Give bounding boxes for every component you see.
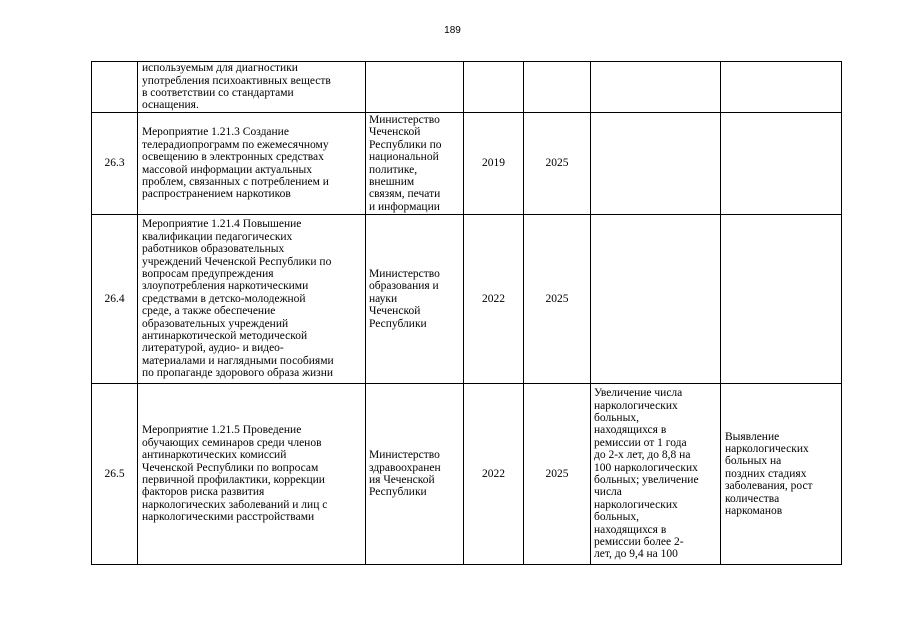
end-year: 2025 [524,215,591,384]
result-cell [721,62,842,113]
end-year [524,62,591,113]
indicator-cell: Увеличение числа наркологических больных, находящихся в ремиссии от 1 года до 2-х лет, до 8,8 на 100 наркологических больных; увеличение числа наркологических больных, находящихся в ремиссии более 2- лет, до 9,4 на 100 [591,384,721,565]
result-cell: Выявление наркологических больных на поздних стадиях заболевания, рост количества наркоманов [721,384,842,565]
end-year: 2025 [524,384,591,565]
end-year: 2025 [524,113,591,215]
event-description: используемым для диагностики употребления психоактивных веществ в соответствии со стандартами оснащения. [138,62,366,113]
event-description: Мероприятие 1.21.4 Повышение квалификации педагогических работников образовательных учреждений Чеченской Республики по вопросам предупреждения злоупотребления наркотическими средствами в детско-молодежной среде, а также обеспечение образовательных учреждений антинаркотической методической литературой, аудио- и видео- материалами и наглядными пособиями по пропаганде здорового образа жизни [138,215,366,384]
indicator-cell [591,215,721,384]
program-table [91,61,842,565]
indicator-cell [591,62,721,113]
result-cell [721,113,842,215]
executor-cell [366,62,464,113]
event-description: Мероприятие 1.21.3 Создание телерадиопрограмм по ежемесячному освещению в электронных средствах массовой информации актуальных проблем, связанных с потреблением и распространением наркотиков [138,113,366,215]
result-cell [721,215,842,384]
start-year: 2019 [464,113,524,215]
table-row [92,215,842,384]
executor-cell: Министерство Чеченской Республики по национальной политике, внешним связям, печати и информации [366,113,464,215]
table-row [92,113,842,215]
start-year: 2022 [464,384,524,565]
page-number: 189 [444,25,461,36]
executor-cell: Министерство здравоохранен ия Чеченской Республики [366,384,464,565]
indicator-cell [591,113,721,215]
row-number [92,62,138,113]
row-number: 26.5 [92,384,138,565]
row-number: 26.4 [92,215,138,384]
start-year [464,62,524,113]
event-description: Мероприятие 1.21.5 Проведение обучающих семинаров среди членов антинаркотических комиссий Чеченской Республики по вопросам первичной профилактики, коррекции факторов риска развития наркологических заболеваний и лиц с наркологическими расстройствами [138,384,366,565]
executor-cell: Министерство образования и науки Чеченской Республики [366,215,464,384]
row-number: 26.3 [92,113,138,215]
start-year: 2022 [464,215,524,384]
table-row [92,62,842,113]
table-row [92,384,842,565]
